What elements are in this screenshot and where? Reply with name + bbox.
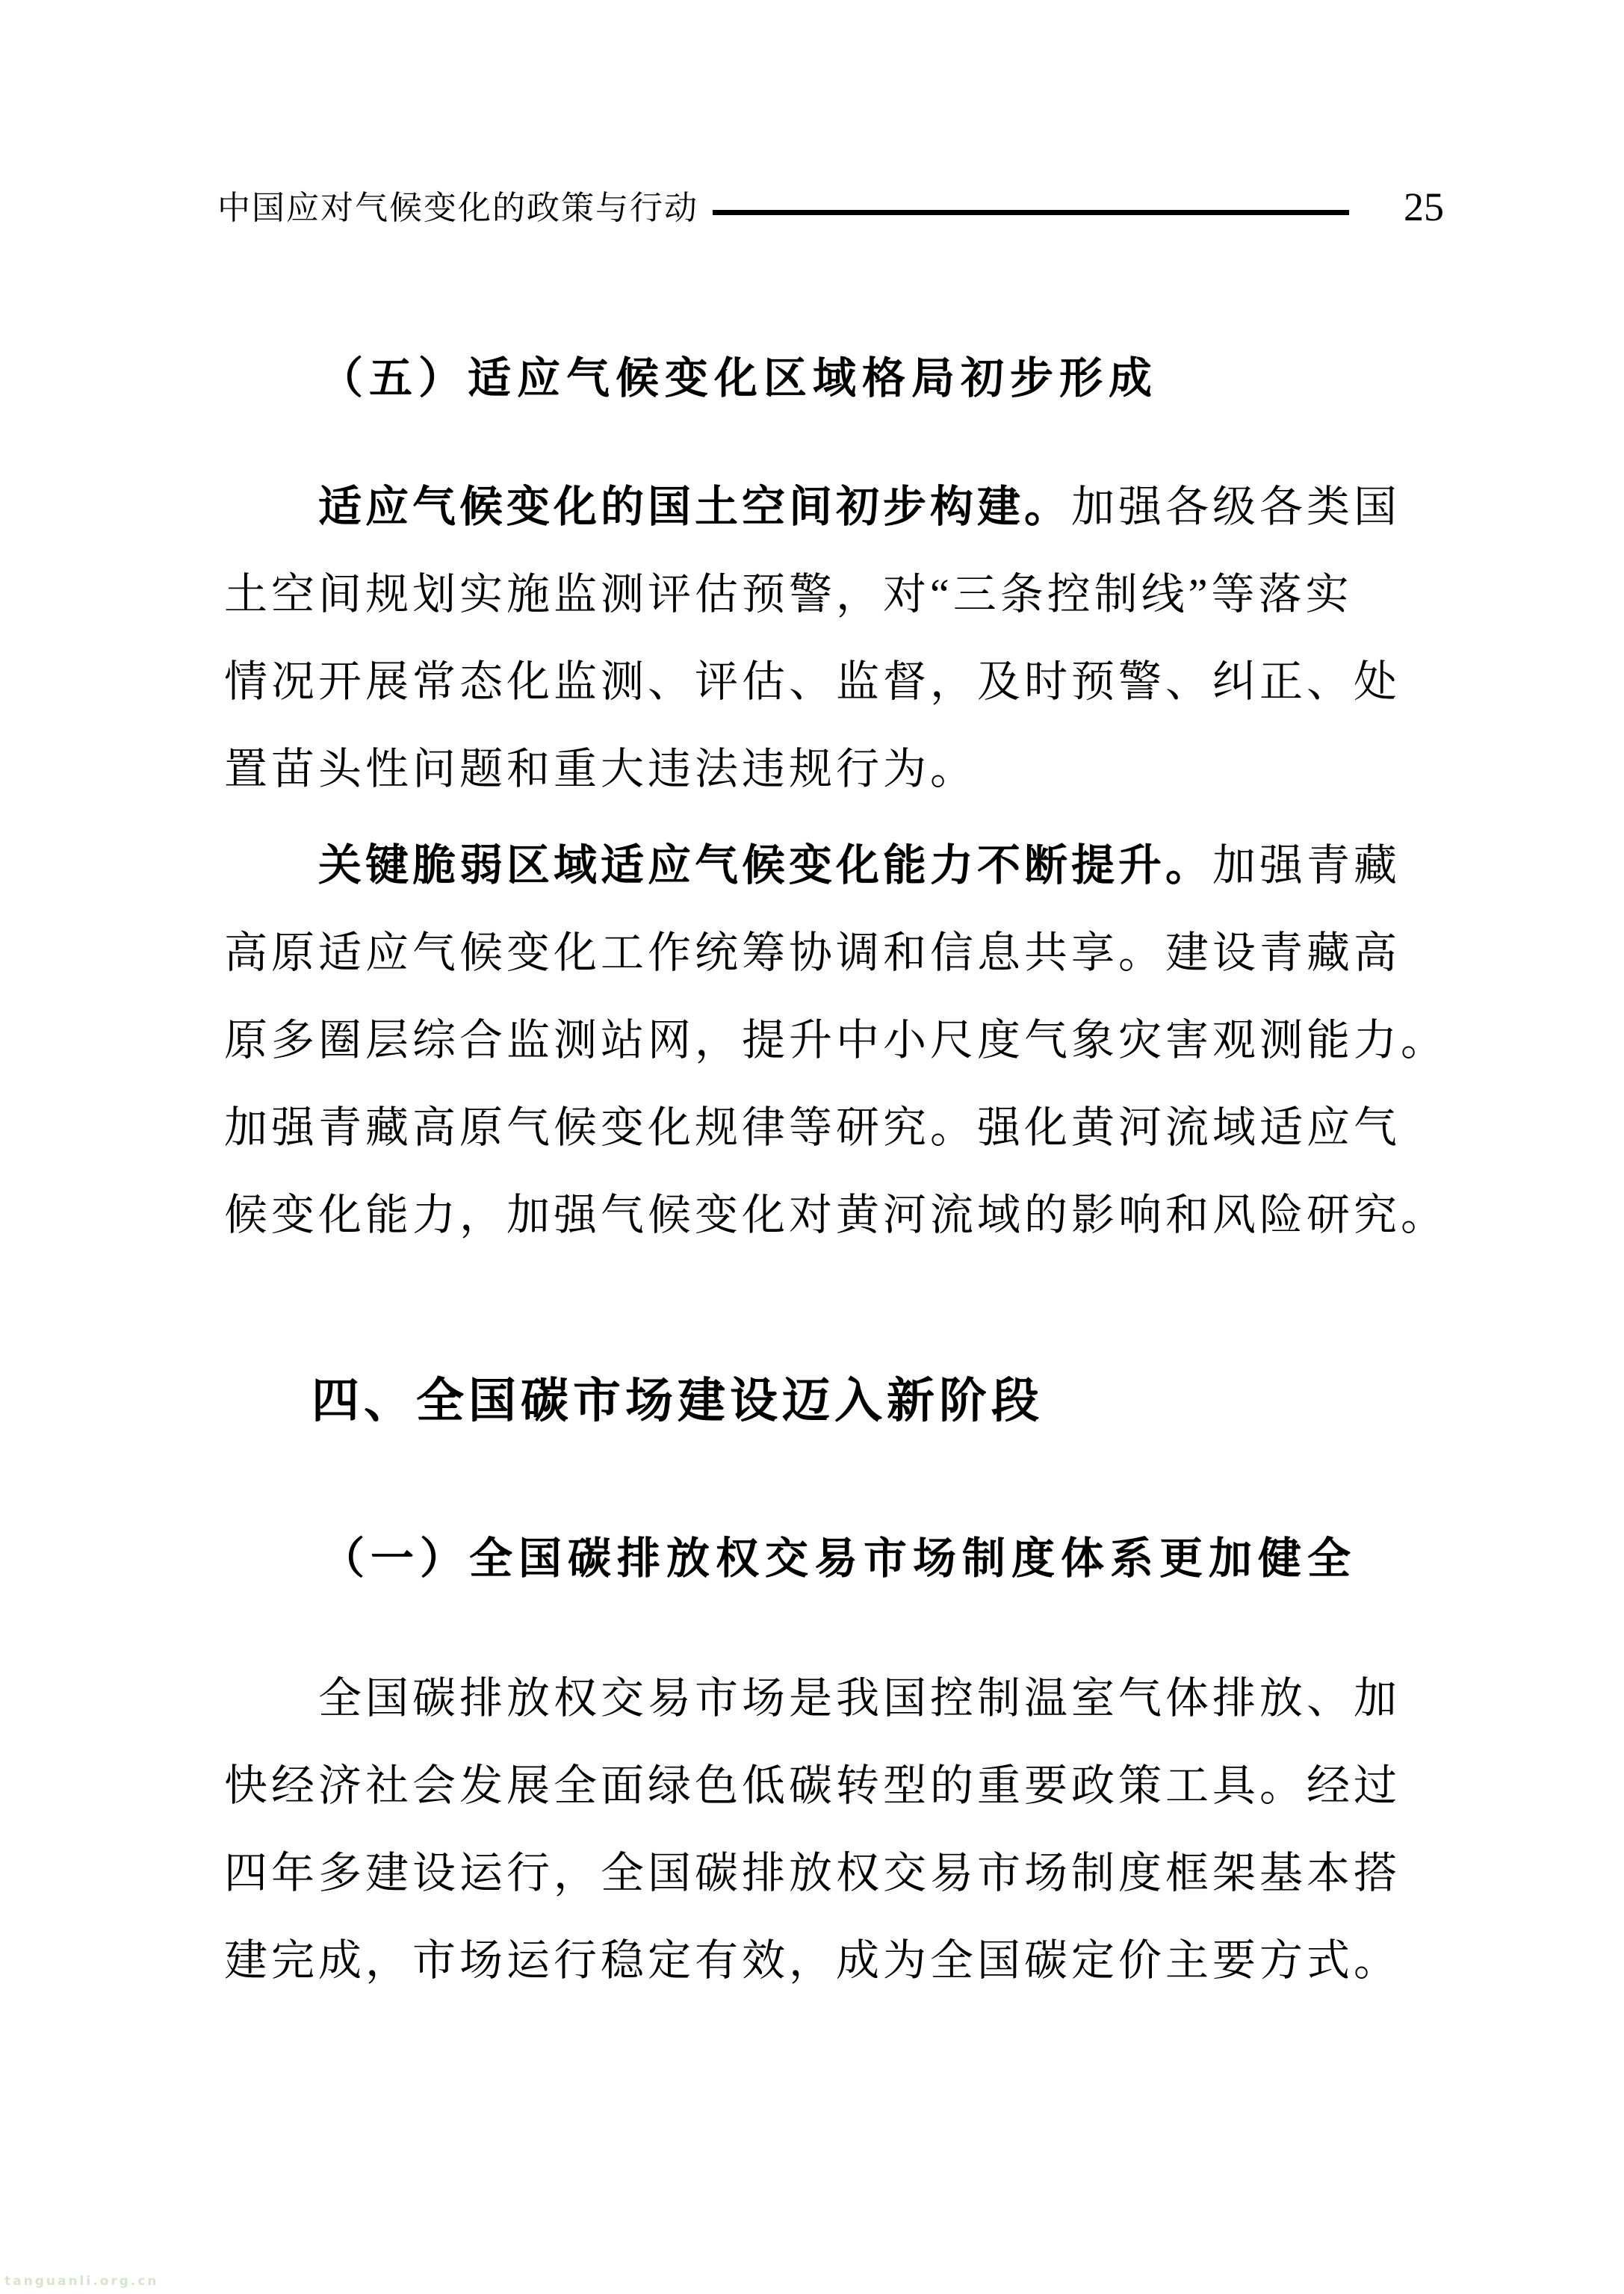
text-line: 高原适应气候变化工作统筹协调和信息共享。建设青藏高 <box>224 929 1401 977</box>
line-text: 加强青藏 <box>1212 841 1401 890</box>
text-line <box>224 822 1404 909</box>
text-line <box>224 463 1404 551</box>
watermark: tanguanli.org.cn <box>4 2274 159 2289</box>
text-line: 加强青藏高原气候变化规律等研究。强化黄河流域适应气 <box>224 1103 1401 1152</box>
paragraph-spatial-planning <box>224 463 1404 813</box>
bold-lead: 适应气候变化的国土空间初步构建。 <box>318 483 1072 531</box>
text-line: 候变化能力，加强气候变化对黄河流域的影响和风险研究。 <box>224 1191 1448 1239</box>
page-number: 25 <box>1404 185 1444 229</box>
text-line: 建完成，市场运行稳定有效，成为全国碳定价主要方式。 <box>224 1936 1401 1985</box>
text-line: 情况开展常态化监测、评估、监督，及时预警、纠正、处 <box>224 657 1401 706</box>
header-rule <box>713 210 1349 215</box>
text-line: 置苗头性问题和重大违法违规行为。 <box>224 745 978 793</box>
section-heading-5: （五）适应气候变化区域格局初步形成 <box>320 354 1159 403</box>
text-line: 四年多建设运行，全国碳排放权交易市场制度框架基本搭 <box>224 1849 1401 1897</box>
paragraph-carbon-market <box>224 1655 1404 2004</box>
text-line: 土空间规划实施监测评估预警，对“三条控制线”等落实 <box>224 570 1353 619</box>
section-heading-1: （一）全国碳排放权交易市场制度体系更加健全 <box>321 1534 1357 1583</box>
paragraph-vulnerable-regions <box>224 822 1448 1259</box>
header-title: 中国应对气候变化的政策与行动 <box>217 190 698 226</box>
line-text: 加强各级各类国 <box>1071 483 1401 531</box>
text-line: 全国碳排放权交易市场是我国控制温室气体排放、加 <box>318 1674 1401 1723</box>
bold-lead: 关键脆弱区域适应气候变化能力不断提升。 <box>318 841 1213 890</box>
chapter-heading-4: 四、全国碳市场建设迈入新阶段 <box>312 1374 1044 1427</box>
text-line: 快经济社会发展全面绿色低碳转型的重要政策工具。经过 <box>224 1761 1401 1810</box>
text-line: 原多圈层综合监测站网，提升中小尺度气象灾害观测能力。 <box>224 1016 1448 1064</box>
